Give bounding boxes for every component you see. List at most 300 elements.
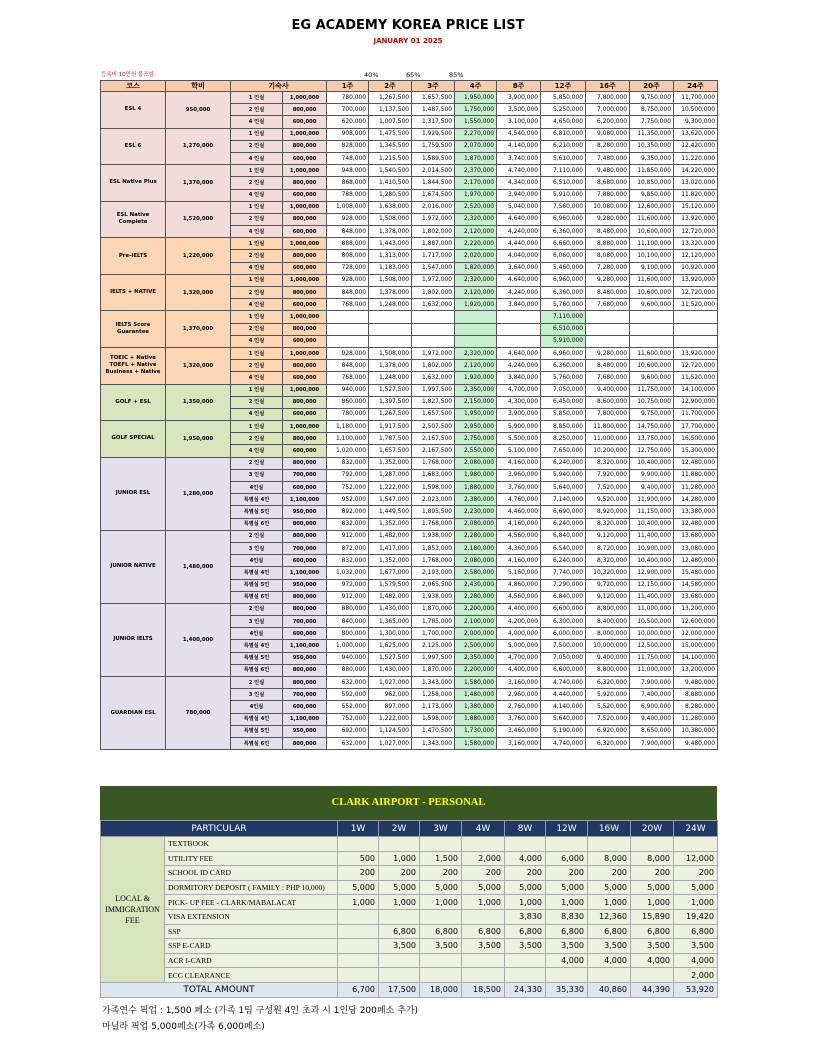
- price-cell: 808,000: [327, 250, 369, 262]
- table-row: [101, 421, 718, 433]
- price-cell: 4,640,000: [497, 274, 541, 286]
- price-cell: 2,350,000: [455, 384, 497, 396]
- price-cell: 1,007,500: [369, 116, 412, 128]
- dorm-fee: 800,000: [283, 677, 327, 689]
- price-cell: 4,340,000: [497, 177, 541, 189]
- fee-cell: 5,000: [462, 880, 505, 895]
- price-cell: 6,810,000: [541, 128, 586, 140]
- fee-cell: 4,000: [631, 953, 674, 968]
- price-cell: 1,267,500: [369, 408, 412, 420]
- dorm-fee: 1,000,000: [283, 201, 327, 213]
- price-cell: 3,940,000: [497, 189, 541, 201]
- fee-cell: [420, 968, 462, 983]
- price-cell: 13,200,000: [674, 664, 718, 676]
- price-cell: 1,027,000: [369, 677, 412, 689]
- price-cell: 10,000,000: [630, 628, 674, 640]
- fee-cell: 6,800: [379, 924, 420, 939]
- price-cell: 10,500,000: [674, 104, 718, 116]
- price-cell: 5,500,000: [497, 433, 541, 445]
- fee-cell: [505, 953, 546, 968]
- price-cell: 1,880,000: [455, 482, 497, 494]
- price-cell: [586, 311, 630, 323]
- price-cell: 12,120,000: [674, 250, 718, 262]
- course-name: IELTS Score Guarantee: [101, 311, 166, 348]
- col-header-3w: 3주: [412, 81, 455, 92]
- price-cell: 8,000,000: [586, 628, 630, 640]
- discount-label-3w: 85%: [449, 71, 464, 79]
- price-cell: [497, 311, 541, 323]
- tuition-value: 1,350,000: [166, 384, 231, 421]
- fee-cell: [588, 968, 631, 983]
- fee-col-12w: 12W: [546, 821, 588, 837]
- price-cell: 9,400,000: [586, 384, 630, 396]
- price-cell: 7,500,000: [541, 640, 586, 652]
- price-cell: 6,510,000: [541, 323, 586, 335]
- price-cell: 832,000: [327, 518, 369, 530]
- price-cell: 2,120,000: [455, 226, 497, 238]
- price-cell: 5,760,000: [541, 372, 586, 384]
- price-cell: 848,000: [327, 226, 369, 238]
- fee-cell: 1,000: [379, 895, 420, 910]
- price-cell: 1,677,000: [369, 567, 412, 579]
- price-cell: 7,110,000: [541, 165, 586, 177]
- fee-cell: 5,000: [588, 880, 631, 895]
- price-cell: 828,000: [327, 140, 369, 152]
- price-cell: 4,560,000: [497, 591, 541, 603]
- price-cell: 1,180,000: [327, 421, 369, 433]
- room-type: 1 인실: [231, 384, 283, 396]
- price-cell: 1,870,000: [412, 603, 455, 615]
- table-row: [101, 128, 718, 140]
- fee-row: [101, 837, 718, 852]
- fee-item: SSP E-CARD: [165, 939, 338, 954]
- price-cell: 4,640,000: [497, 347, 541, 359]
- price-cell: 12,750,000: [630, 445, 674, 457]
- price-cell: 2,120,000: [455, 287, 497, 299]
- room-type: 4인실: [231, 482, 283, 494]
- price-cell: 3,840,000: [497, 299, 541, 311]
- price-cell: 16,500,000: [674, 433, 718, 445]
- fee-cell: 1,000: [588, 895, 631, 910]
- price-cell: 1,972,000: [412, 274, 455, 286]
- table-row: [101, 92, 718, 104]
- price-cell: 3,460,000: [497, 725, 541, 737]
- fee-item: DORMITORY DEPOSIT ( FAMILY : PHP 10,000): [165, 880, 338, 895]
- price-cell: 1,970,000: [455, 189, 497, 201]
- fee-cell: 3,500: [588, 939, 631, 954]
- dorm-fee: 1,100,000: [283, 713, 327, 725]
- price-cell: 9,750,000: [630, 408, 674, 420]
- price-cell: 868,000: [327, 177, 369, 189]
- fee-cell: [338, 953, 379, 968]
- fee-cell: [462, 909, 505, 924]
- tuition-value: 1,270,000: [166, 128, 231, 165]
- price-cell: 13,680,000: [674, 530, 718, 542]
- price-cell: 3,740,000: [497, 152, 541, 164]
- room-type: 특별실 5인: [231, 506, 283, 518]
- dorm-fee: 1,000,000: [283, 311, 327, 323]
- room-type: 특별실 5인: [231, 725, 283, 737]
- room-type: 2 인실: [231, 287, 283, 299]
- fee-row: [101, 880, 718, 895]
- fee-cell: 6,800: [462, 924, 505, 939]
- fee-cell: 1,000: [631, 895, 674, 910]
- price-cell: 2,016,000: [412, 201, 455, 213]
- dorm-fee: 600,000: [283, 262, 327, 274]
- fee-cell: 6,800: [546, 924, 588, 939]
- price-cell: 6,300,000: [541, 616, 586, 628]
- price-cell: 2,167,500: [412, 445, 455, 457]
- page-title: EG ACADEMY KOREA PRICE LIST: [291, 18, 525, 33]
- price-cell: 10,380,000: [674, 725, 718, 737]
- room-type: 2 인실: [231, 457, 283, 469]
- price-cell: 9,080,000: [586, 128, 630, 140]
- price-cell: 1,222,000: [369, 713, 412, 725]
- fee-cell: 1,000: [462, 895, 505, 910]
- dorm-fee: 700,000: [283, 616, 327, 628]
- price-cell: 6,240,000: [541, 518, 586, 530]
- price-cell: 1,345,500: [369, 140, 412, 152]
- price-cell: 15,480,000: [674, 567, 718, 579]
- airport-fee-table: [100, 820, 718, 998]
- room-type: 2 인실: [231, 323, 283, 335]
- price-cell: 1,380,000: [455, 701, 497, 713]
- price-table-body: [101, 92, 718, 750]
- price-cell: 7,900,000: [630, 737, 674, 749]
- price-cell: 17,700,000: [674, 421, 718, 433]
- price-cell: 1,410,500: [369, 177, 412, 189]
- price-cell: 4,700,000: [497, 652, 541, 664]
- price-cell: 860,000: [327, 396, 369, 408]
- price-cell: 8,720,000: [586, 542, 630, 554]
- price-cell: 1,280,500: [369, 189, 412, 201]
- price-cell: 912,000: [327, 591, 369, 603]
- dorm-fee: 1,000,000: [283, 165, 327, 177]
- price-cell: 8,650,000: [630, 725, 674, 737]
- price-cell: 4,400,000: [497, 664, 541, 676]
- price-cell: 2,950,000: [455, 421, 497, 433]
- price-cell: 832,000: [327, 457, 369, 469]
- price-cell: 7,290,000: [541, 579, 586, 591]
- price-cell: 5,760,000: [541, 299, 586, 311]
- price-cell: [630, 323, 674, 335]
- room-type: 3 인실: [231, 689, 283, 701]
- price-cell: 7,400,000: [630, 689, 674, 701]
- price-cell: 1,787,500: [369, 433, 412, 445]
- price-cell: 1,417,000: [369, 542, 412, 554]
- price-cell: 7,880,000: [586, 189, 630, 201]
- price-cell: 2,200,000: [455, 603, 497, 615]
- price-cell: 1,657,500: [412, 92, 455, 104]
- price-cell: 10,400,000: [630, 518, 674, 530]
- room-type: 특별실 5인: [231, 652, 283, 664]
- price-cell: 12,720,000: [674, 226, 718, 238]
- price-cell: 1,000,000: [327, 640, 369, 652]
- price-cell: 10,600,000: [630, 226, 674, 238]
- price-cell: 2,500,000: [455, 640, 497, 652]
- room-type: 특별실 4인: [231, 567, 283, 579]
- table-row: [101, 530, 718, 542]
- airport-section: [100, 786, 717, 998]
- price-cell: 1,759,500: [412, 140, 455, 152]
- price-cell: 11,150,000: [630, 506, 674, 518]
- col-header-20w: 20주: [630, 81, 674, 92]
- tuition-value: 1,370,000: [166, 165, 231, 202]
- fee-cell: 3,500: [420, 939, 462, 954]
- price-cell: 11,280,000: [674, 713, 718, 725]
- col-header-4w: 4주: [455, 81, 497, 92]
- price-cell: 2,380,000: [455, 494, 497, 506]
- col-header-course: 코스: [101, 81, 166, 92]
- price-cell: 1,870,000: [455, 152, 497, 164]
- fee-item: TEXTBOOK: [165, 837, 338, 852]
- price-cell: [586, 323, 630, 335]
- price-cell: 848,000: [327, 360, 369, 372]
- price-cell: 15,300,000: [674, 445, 718, 457]
- price-cell: 10,900,000: [630, 542, 674, 554]
- price-cell: 8,280,000: [674, 701, 718, 713]
- price-cell: 2,020,000: [455, 250, 497, 262]
- tuition-value: 1,950,000: [166, 421, 231, 458]
- price-cell: 11,750,000: [630, 384, 674, 396]
- price-cell: 1,482,000: [369, 591, 412, 603]
- course-name: ESL Native Complete: [101, 201, 166, 238]
- price-cell: 10,320,000: [586, 567, 630, 579]
- fee-cell: 2,000: [462, 851, 505, 866]
- fee-cell: 200: [505, 866, 546, 881]
- fee-cell: 1,000: [379, 851, 420, 866]
- dorm-fee: 950,000: [283, 725, 327, 737]
- fee-cell: 3,500: [379, 939, 420, 954]
- room-type: 4인실: [231, 701, 283, 713]
- price-cell: 1,880,000: [455, 713, 497, 725]
- fee-cell: 6,800: [674, 924, 718, 939]
- price-cell: 5,850,000: [541, 408, 586, 420]
- price-cell: 14,580,000: [674, 579, 718, 591]
- room-type: 3 인실: [231, 616, 283, 628]
- price-cell: [369, 323, 412, 335]
- price-cell: 3,760,000: [497, 482, 541, 494]
- tuition-value: 1,400,000: [166, 603, 231, 676]
- price-cell: 9,350,000: [630, 152, 674, 164]
- room-type: 1 인실: [231, 128, 283, 140]
- price-cell: 5,900,000: [497, 421, 541, 433]
- price-cell: 12,420,000: [674, 140, 718, 152]
- dorm-fee: 600,000: [283, 116, 327, 128]
- price-cell: 1,173,000: [412, 701, 455, 713]
- price-cell: 1,258,000: [412, 689, 455, 701]
- total-cell: 40,860: [588, 982, 631, 997]
- fee-cell: 5,000: [674, 880, 718, 895]
- price-cell: 11,220,000: [674, 152, 718, 164]
- price-cell: 6,360,000: [541, 226, 586, 238]
- fee-cell: [420, 953, 462, 968]
- price-cell: 4,040,000: [497, 250, 541, 262]
- price-cell: 2,070,000: [455, 140, 497, 152]
- price-cell: 13,620,000: [674, 128, 718, 140]
- dorm-fee: 700,000: [283, 542, 327, 554]
- price-cell: 12,480,000: [674, 457, 718, 469]
- price-cell: 952,000: [327, 494, 369, 506]
- price-cell: 1,938,000: [412, 530, 455, 542]
- price-cell: 12,500,000: [630, 640, 674, 652]
- price-cell: 13,920,000: [674, 213, 718, 225]
- price-cell: 9,280,000: [586, 347, 630, 359]
- price-cell: 14,220,000: [674, 165, 718, 177]
- price-cell: 1,480,000: [455, 689, 497, 701]
- price-cell: 6,320,000: [586, 677, 630, 689]
- discount-label-2w: 65%: [406, 71, 421, 79]
- price-cell: 2,080,000: [455, 518, 497, 530]
- dorm-fee: 800,000: [283, 213, 327, 225]
- price-date: JANUARY 01 2025: [373, 37, 443, 45]
- price-cell: 11,520,000: [674, 372, 718, 384]
- fee-cell: 1,000: [674, 895, 718, 910]
- price-cell: 10,080,000: [586, 201, 630, 213]
- price-cell: 4,740,000: [497, 165, 541, 177]
- price-cell: 6,200,000: [586, 116, 630, 128]
- room-type: 4 인실: [231, 116, 283, 128]
- price-cell: 13,920,000: [674, 347, 718, 359]
- fee-cell: 19,420: [674, 909, 718, 924]
- price-cell: 5,940,000: [541, 469, 586, 481]
- room-type: 1 인실: [231, 165, 283, 177]
- price-cell: 13,920,000: [674, 274, 718, 286]
- price-cell: 4,740,000: [541, 737, 586, 749]
- fee-cell: 6,800: [505, 924, 546, 939]
- price-cell: 9,400,000: [630, 482, 674, 494]
- room-type: 4 인실: [231, 445, 283, 457]
- price-cell: [630, 311, 674, 323]
- total-cell: 44,390: [631, 982, 674, 997]
- dorm-fee: 1,000,000: [283, 421, 327, 433]
- dorm-fee: 800,000: [283, 664, 327, 676]
- price-cell: 1,222,000: [369, 482, 412, 494]
- dorm-fee: 800,000: [283, 530, 327, 542]
- price-cell: 948,000: [327, 165, 369, 177]
- price-cell: 4,700,000: [497, 384, 541, 396]
- price-cell: 1,482,000: [369, 530, 412, 542]
- dorm-fee: 600,000: [283, 408, 327, 420]
- fee-cell: 5,000: [338, 880, 379, 895]
- dorm-fee: 800,000: [283, 457, 327, 469]
- price-cell: 832,000: [327, 555, 369, 567]
- room-type: 4 인실: [231, 335, 283, 347]
- room-type: 4 인실: [231, 189, 283, 201]
- room-type: 1 인실: [231, 421, 283, 433]
- course-name: TOEIC + Native TOEFL + Native Business + Native: [101, 347, 166, 384]
- price-cell: 1,920,000: [455, 372, 497, 384]
- price-cell: 3,500,000: [497, 104, 541, 116]
- course-name: ESL 6: [101, 128, 166, 165]
- price-cell: 9,400,000: [630, 713, 674, 725]
- price-cell: 1,449,500: [369, 506, 412, 518]
- price-cell: 11,880,000: [674, 469, 718, 481]
- price-cell: 12,600,000: [674, 616, 718, 628]
- price-cell: 6,960,000: [541, 213, 586, 225]
- price-cell: 4,300,000: [497, 396, 541, 408]
- price-cell: 1,020,000: [327, 445, 369, 457]
- tuition-value: 1,370,000: [166, 311, 231, 348]
- fee-cell: [338, 968, 379, 983]
- price-cell: 4,240,000: [497, 360, 541, 372]
- price-cell: 8,250,000: [541, 433, 586, 445]
- dorm-fee: 800,000: [283, 250, 327, 262]
- price-cell: 1,768,000: [412, 518, 455, 530]
- price-cell: 7,750,000: [630, 116, 674, 128]
- price-cell: 1,895,500: [412, 506, 455, 518]
- dorm-fee: 950,000: [283, 652, 327, 664]
- price-cell: 5,460,000: [541, 262, 586, 274]
- price-cell: 1,580,000: [455, 737, 497, 749]
- price-cell: 2,320,000: [455, 213, 497, 225]
- price-cell: 1,137,500: [369, 104, 412, 116]
- price-cell: 10,400,000: [630, 457, 674, 469]
- price-cell: 13,080,000: [674, 542, 718, 554]
- fee-cell: [505, 968, 546, 983]
- price-cell: 5,190,000: [541, 725, 586, 737]
- dorm-fee: 600,000: [283, 482, 327, 494]
- price-cell: [327, 323, 369, 335]
- course-name: ESL 4: [101, 92, 166, 129]
- dorm-fee: 600,000: [283, 226, 327, 238]
- price-cell: 13,750,000: [630, 433, 674, 445]
- fee-cell: 3,500: [546, 939, 588, 954]
- price-cell: 3,760,000: [497, 713, 541, 725]
- price-cell: 4,200,000: [497, 616, 541, 628]
- col-header-24w: 24주: [674, 81, 718, 92]
- price-cell: 9,520,000: [586, 494, 630, 506]
- table-row: [101, 274, 718, 286]
- price-cell: 1,768,000: [412, 457, 455, 469]
- price-cell: 9,750,000: [630, 92, 674, 104]
- price-cell: 5,640,000: [541, 482, 586, 494]
- price-cell: 7,650,000: [541, 445, 586, 457]
- price-cell: 1,313,000: [369, 250, 412, 262]
- room-type: 4 인실: [231, 262, 283, 274]
- price-cell: 4,400,000: [497, 603, 541, 615]
- price-cell: 2,760,000: [497, 701, 541, 713]
- room-type: 2 인실: [231, 433, 283, 445]
- room-type: 4 인실: [231, 372, 283, 384]
- price-cell: 1,768,000: [412, 555, 455, 567]
- dorm-fee: 800,000: [283, 140, 327, 152]
- price-cell: 1,317,500: [412, 116, 455, 128]
- price-cell: 5,100,000: [497, 445, 541, 457]
- price-cell: 780,000: [327, 408, 369, 420]
- fee-cell: 8,830: [546, 909, 588, 924]
- price-cell: 788,000: [327, 189, 369, 201]
- price-cell: 7,110,000: [541, 311, 586, 323]
- price-cell: 8,600,000: [586, 396, 630, 408]
- fee-cell: 8,000: [631, 851, 674, 866]
- price-cell: 6,960,000: [541, 347, 586, 359]
- fee-cell: [631, 968, 674, 983]
- price-cell: 7,520,000: [586, 713, 630, 725]
- dorm-fee: 700,000: [283, 469, 327, 481]
- price-cell: 13,200,000: [674, 603, 718, 615]
- price-cell: 5,040,000: [497, 201, 541, 213]
- price-cell: 1,580,000: [455, 677, 497, 689]
- price-cell: 11,000,000: [630, 603, 674, 615]
- price-cell: 12,480,000: [674, 555, 718, 567]
- room-type: 4인실: [231, 628, 283, 640]
- fee-cell: 8,000: [588, 851, 631, 866]
- fee-cell: 4,000: [674, 953, 718, 968]
- price-cell: 7,740,000: [541, 567, 586, 579]
- price-cell: 2,000,000: [455, 628, 497, 640]
- price-cell: 1,508,000: [369, 213, 412, 225]
